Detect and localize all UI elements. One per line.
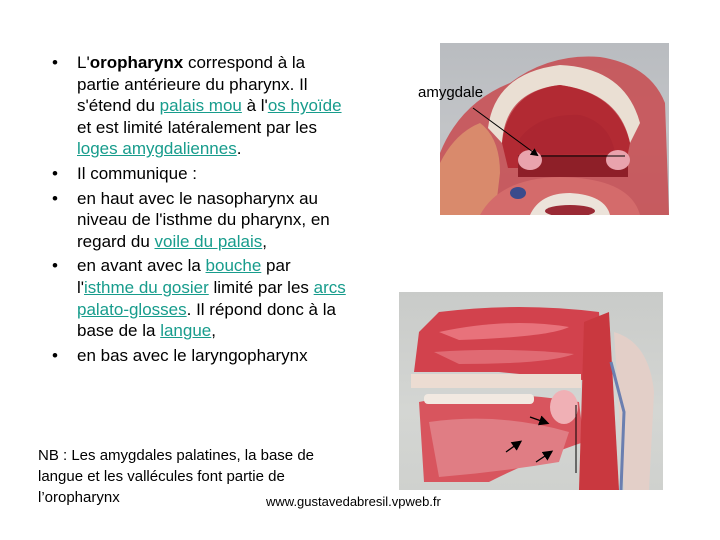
bullet-text: à l' xyxy=(241,96,268,116)
bullet-text: , xyxy=(262,231,267,251)
link-langue[interactable]: langue xyxy=(160,321,212,341)
vallecula-arrow xyxy=(536,452,551,462)
link-loges-amygdaliennes[interactable]: loges amygdaliennes xyxy=(77,139,237,159)
link-voile-du-palais[interactable]: voile du palais xyxy=(154,231,263,251)
bullet-dot: • xyxy=(52,345,58,365)
link-palais-mou[interactable]: palais mou xyxy=(159,96,242,116)
bullet-text: limité par les xyxy=(208,277,314,297)
bold-term: oropharynx xyxy=(89,53,184,72)
tongue-base-arrow xyxy=(506,442,520,452)
bullet-text: en bas avec le laryngopharynx xyxy=(77,345,308,365)
bullet-text: et est limité latéralement par les xyxy=(77,117,317,137)
bullet-text: Il communique : xyxy=(77,163,197,183)
bullet-text: par l' xyxy=(77,256,291,297)
link-os-hyoïde[interactable]: os hyoïde xyxy=(267,96,342,116)
bullet-dot: • xyxy=(52,256,58,276)
bullet-dot: • xyxy=(52,53,58,72)
link-arcs-palato-glosses[interactable]: arcs palato-glosses xyxy=(77,277,346,319)
credit-text: www.gustavedabresil.vpweb.fr xyxy=(266,494,441,509)
bullet-text: , xyxy=(211,321,216,341)
amygdale-arrow xyxy=(473,108,537,155)
link-bouche[interactable]: bouche xyxy=(205,256,262,276)
bullet-text: . Il répond donc à la base de la xyxy=(77,299,336,341)
bullet-text: correspond à la partie antérieure du pharynx. Il s'étend du xyxy=(77,53,308,116)
bullet-text: en haut avec le nasopharynx au niveau de l'isthme du pharynx, en regard du xyxy=(77,188,330,251)
tonsil-arrow xyxy=(530,417,547,423)
bullet-text: . xyxy=(236,139,242,159)
amygdale-label: amygdale xyxy=(418,84,484,101)
bullet-text: L' xyxy=(77,53,90,72)
bullet-dot: • xyxy=(52,188,58,208)
bullet-dot: • xyxy=(52,163,58,183)
link-isthme-du-gosier[interactable]: isthme du gosier xyxy=(84,277,209,297)
bullet-text: en avant avec la xyxy=(77,256,206,276)
note-text: NB : Les amygdales palatines, la base de langue et les vallécules font partie de l’oropharynx xyxy=(38,447,314,506)
